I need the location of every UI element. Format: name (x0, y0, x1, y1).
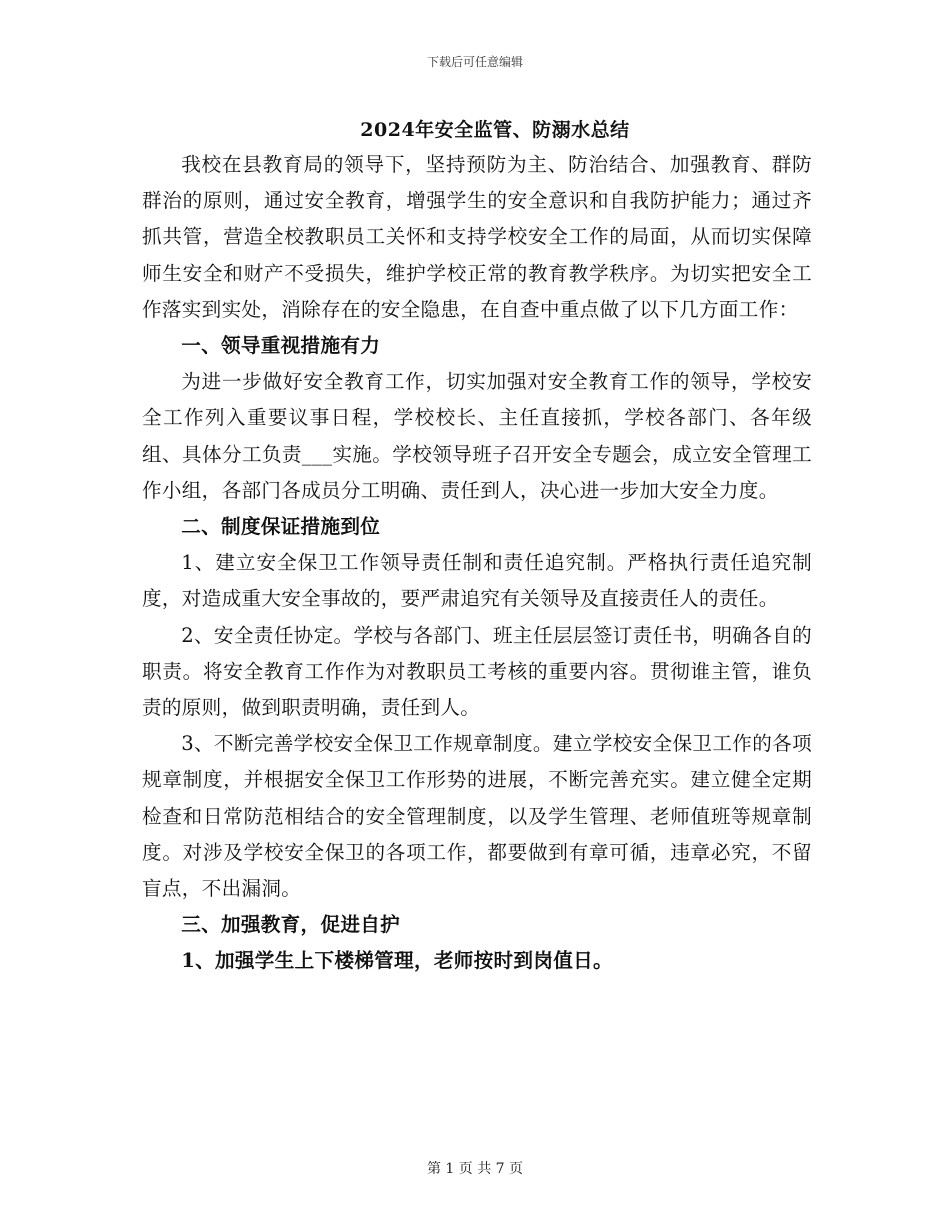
section-heading-1: 一、领导重视措施有力 (181, 334, 381, 358)
section-1-paragraph: 为进一步做好安全教育工作，切实加强对安全教育工作的领导，学校安全工作列入重要议事日程，学校校长、主任直接抓，学校各部门、各年级组、具体分工负责___实施。学校领导班子召开安全专题会，成立安全管理工作小组，各部门各成员分工明确、责任到人，决心进一步加大安全力度。 (142, 370, 812, 502)
section-2-item-1: 1、建立安全保卫工作领导责任制和责任追究制。严格执行责任追究制度，对造成重大安全事故的，要严肃追究有关领导及直接责任人的责任。 (142, 551, 812, 611)
section-heading-3: 三、加强教育，促进自护 (181, 913, 401, 937)
intro-paragraph: 我校在县教育局的领导下，坚持预防为主、防治结合、加强教育、群防群治的原则，通过安全教育，增强学生的安全意识和自我防护能力；通过齐抓共管，营造全校教职员工关怀和支持学校安全工作的局面，从而切实保障师生安全和财产不受损失，维护学校正常的教育教学秩序。为切实把安全工作落实到实处，消除存在的安全隐患，在自查中重点做了以下几方面工作： (142, 153, 812, 321)
section-3-subheading-1: 1、加强学生上下楼梯管理，老师按时到岗值日。 (181, 949, 613, 973)
document-body (142, 147, 812, 980)
document-title: 2024年安全监管、防溺水总结 (360, 119, 630, 141)
header-note: 下载后可任意编辑 (426, 55, 523, 69)
section-2-item-3: 3、不断完善学校安全保卫工作规章制度。建立学校安全保卫工作的各项规章制度，并根据安全保卫工作形势的进展，不断完善充实。建立健全定期检查和日常防范相结合的安全管理制度，以及学生管理、老师值班等规章制度。对涉及学校安全保卫的各项工作，都要做到有章可循，违章必究，不留盲点，不出漏洞。 (142, 732, 812, 901)
section-2-item-2: 2、安全责任协定。学校与各部门、班主任层层签订责任书，明确各自的职责。将安全教育工作作为对教职员工考核的重要内容。贯彻谁主管，谁负责的原则，做到职责明确，责任到人。 (142, 623, 812, 720)
page-footer: 第 1 页 共 7 页 (426, 1161, 524, 1177)
section-heading-2: 二、制度保证措施到位 (181, 515, 381, 539)
